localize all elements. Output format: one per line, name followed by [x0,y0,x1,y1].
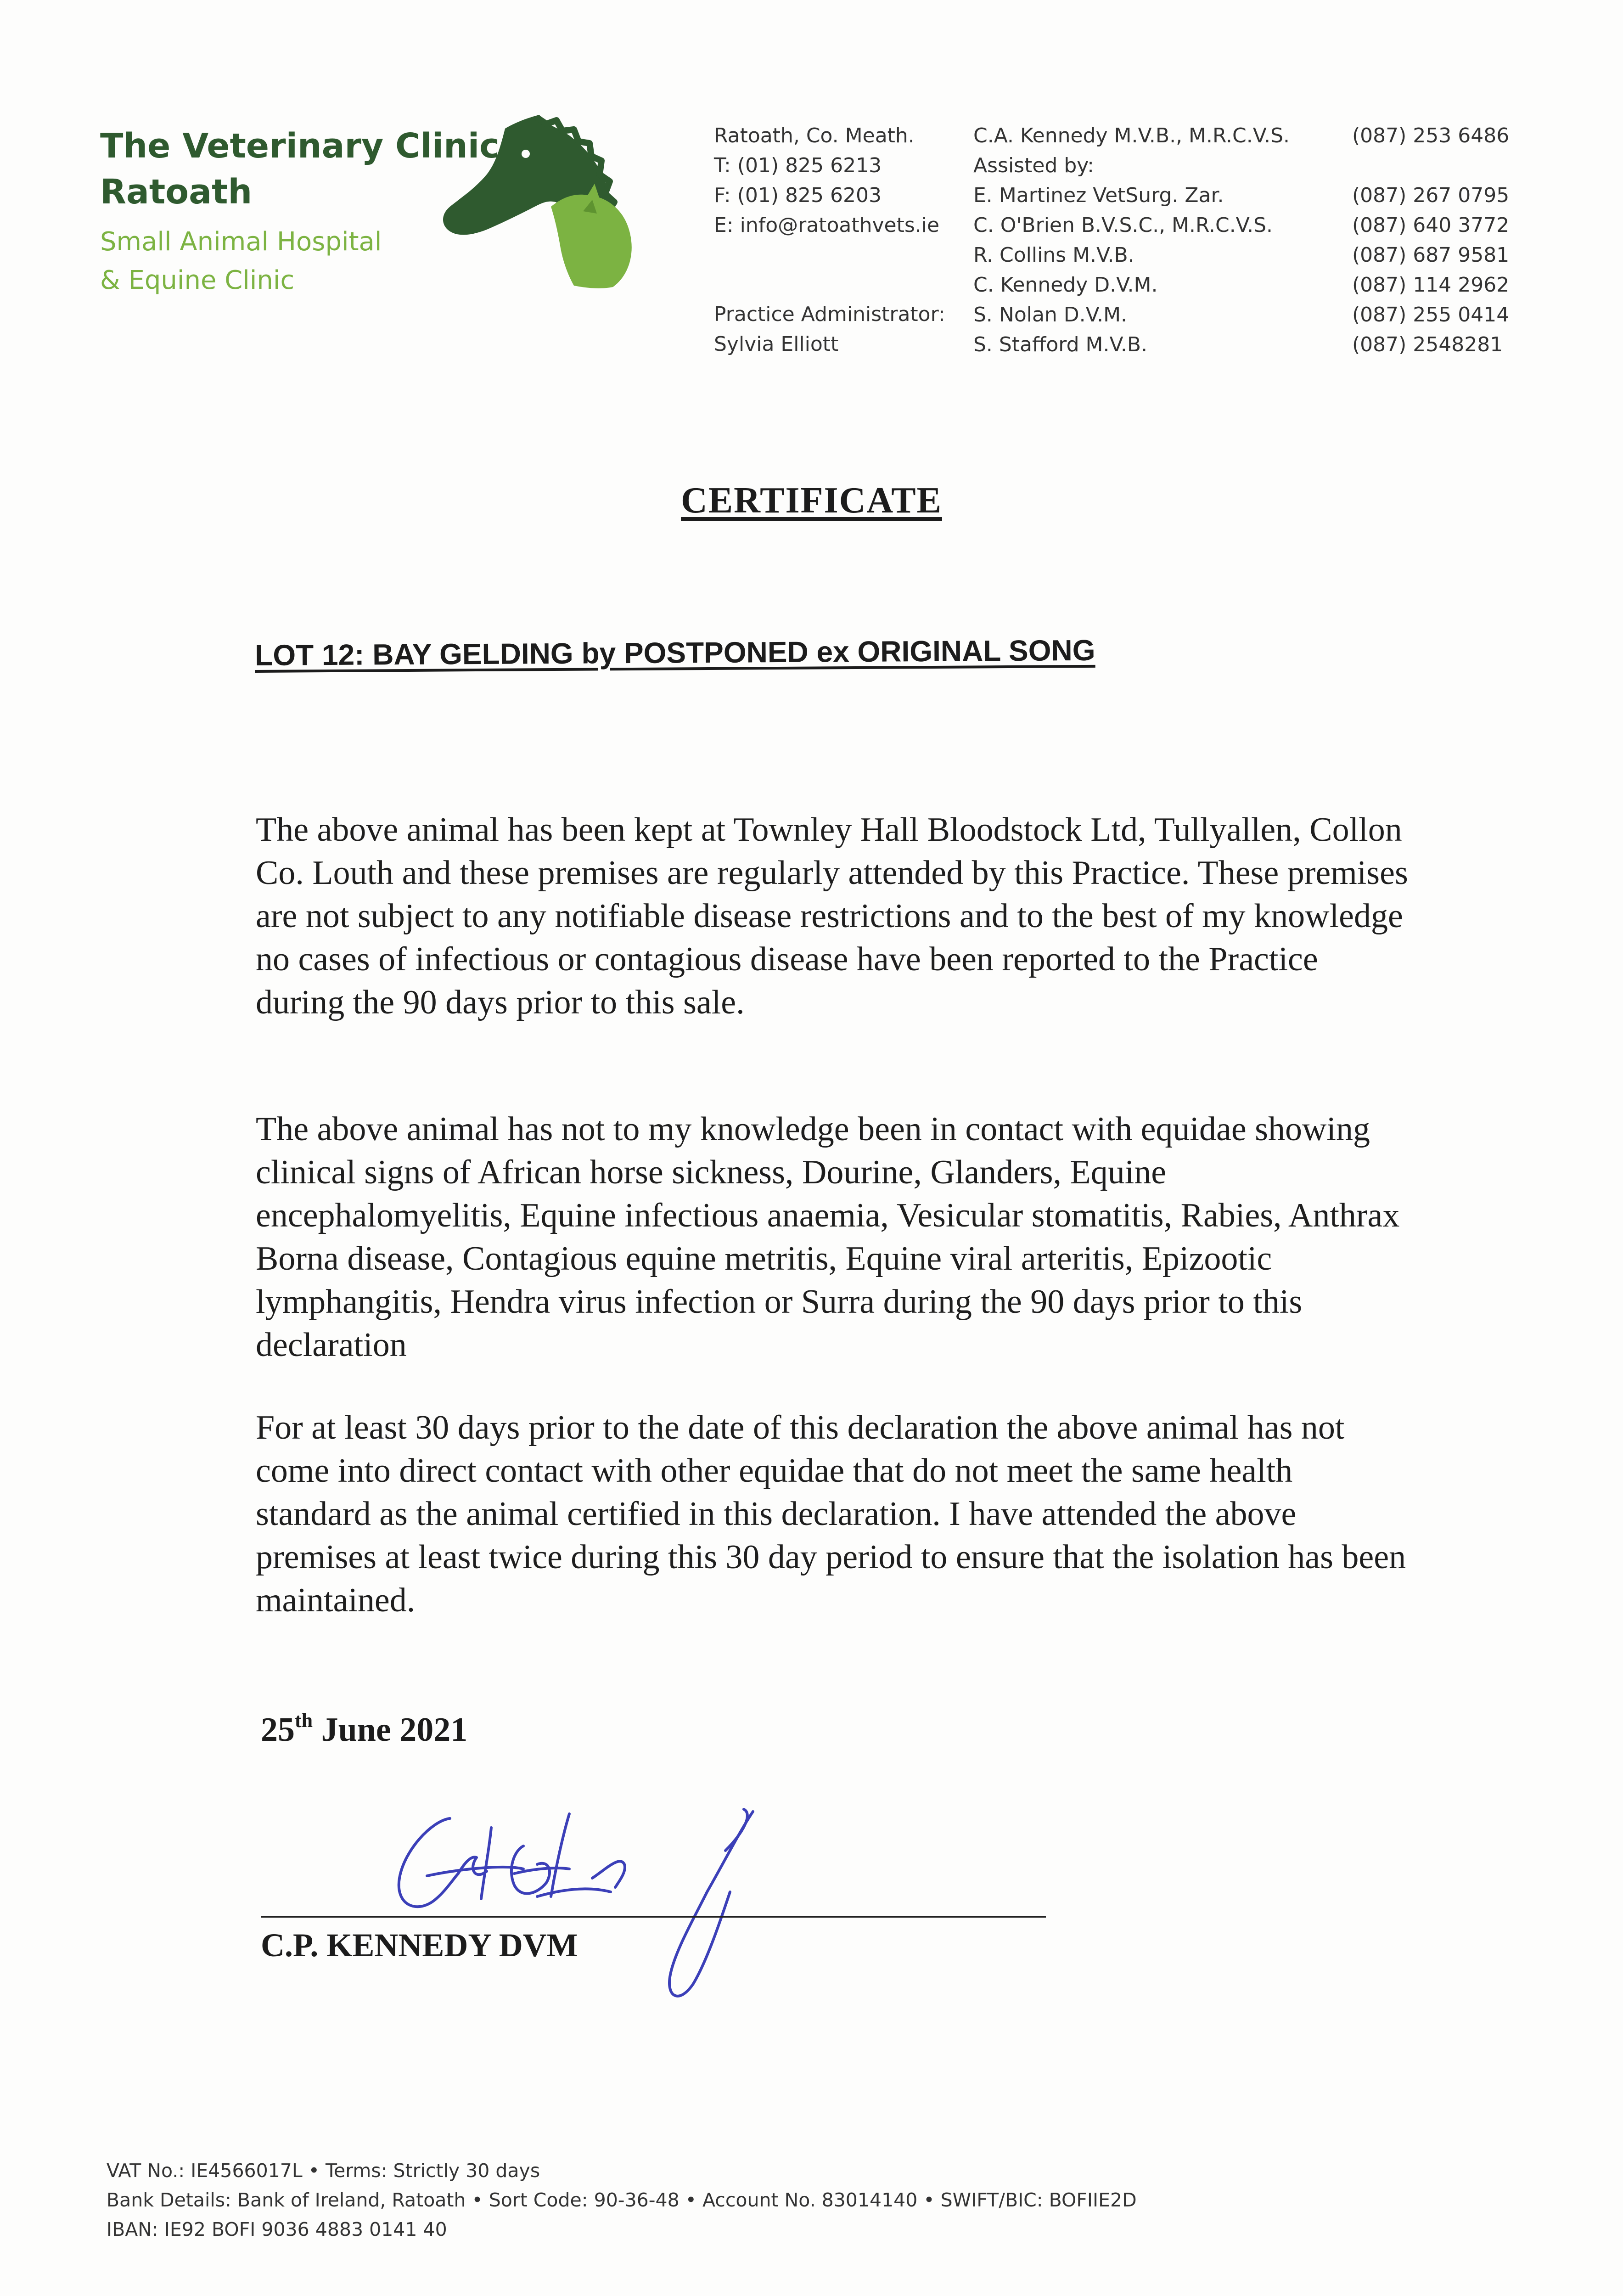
vet-name: S. Nolan D.V.M. [973,303,1128,326]
lot-heading: LOT 12: BAY GELDING by POSTPONED ex ORIGINAL SONG [255,633,1095,672]
clinic-address [714,121,939,240]
footer-vat-terms: VAT No.: IE4566017L • Terms: Strictly 30 days [107,2160,540,2182]
vet-name: C. Kennedy D.V.M. [973,273,1158,297]
date-day: 25 [261,1711,295,1749]
vet-phone: (087) 253 6486 [1352,124,1510,147]
vet-name: C.A. Kennedy M.V.B., M.R.C.V.S. [973,124,1290,147]
date-suffix: th [295,1709,313,1732]
vet-phone: (087) 114 2962 [1352,273,1510,297]
vet-name: E. Martinez VetSurg. Zar. [973,184,1224,207]
vet-name: Assisted by: [973,154,1094,177]
footer-bank-details: Bank Details: Bank of Ireland, Ratoath • Sort Code: 90-36-48 • Account No. 83014140 • SWIFT/BIC: BOFIIE2D [107,2189,1137,2211]
admin-name: Sylvia Elliott [714,332,839,356]
handwritten-signature [376,1800,813,2030]
vet-name: C. O'Brien B.V.S.C., M.R.C.V.S. [973,214,1273,237]
clinic-subtitle [100,223,382,300]
vet-phone [1352,151,1509,180]
address-fax: F: (01) 825 6203 [714,184,882,207]
clinic-name-line1: The Veterinary Clinic [100,126,500,166]
vet-phone: (087) 267 0795 [1352,184,1510,207]
vet-names [973,121,1290,360]
vet-name: S. Stafford M.V.B. [973,333,1148,356]
signature-line [261,1916,1046,1918]
clinic-subtitle-line2: & Equine Clinic [100,265,295,295]
certificate-date [261,1711,467,1750]
vet-phone: (087) 2548281 [1352,333,1503,356]
clinic-subtitle-line1: Small Animal Hospital [100,227,382,257]
address-location: Ratoath, Co. Meath. [714,124,915,147]
vet-phone: (087) 640 3772 [1352,214,1510,237]
vet-phone: (087) 255 0414 [1352,303,1510,326]
signer-name: C.P. KENNEDY DVM [261,1927,578,1964]
footer-iban: IBAN: IE92 BOFI 9036 4883 0141 40 [107,2218,447,2240]
clinic-name-line2: Ratoath [100,172,253,212]
address-email: E: info@ratoathvets.ie [714,214,940,237]
body-paragraph: The above animal has been kept at Townley Hall Bloodstock Ltd, Tullyallen, Collon Co. Louth and these premises are regularly attended by this Practice. These premises are not subject to any notifiable disease restrictions and to the best of my knowledge no cases of infectious or contagious disease have been reported to the Practice during the 90 days prior to this sale. [256,811,1408,1021]
body-paragraph: The above animal has not to my knowledge been in contact with equidae showing clinical signs of African horse sickness, Dourine, Glanders, Equine encephalomyelitis, Equine infectious anaemia, Vesicular stomatitis, Rabies, Anthrax Borna disease, Contagious equine metritis, Equine viral arteritis, Epizootic lymphangitis, Hendra virus infection or Surra during the 90 days prior to this declaration [256,1110,1400,1364]
date-month-year: June 2021 [313,1711,468,1749]
body-paragraph: For at least 30 days prior to the date of this declaration the above animal has not come into direct contact with other equidae that do not meet the same health standard as the animal certified in this declaration. I have attended the above premises at least twice during this 30 day period to ensure that the isolation has been maintained. [256,1409,1406,1619]
certificate-title: CERTIFICATE [681,480,942,521]
vet-phone: (087) 687 9581 [1352,243,1510,267]
practice-administrator [714,299,945,359]
footer [107,2156,1137,2244]
admin-label: Practice Administrator: [714,303,945,326]
vet-name: R. Collins M.V.B. [973,243,1134,267]
vet-phones [1352,121,1509,360]
address-phone: T: (01) 825 6213 [714,154,882,177]
clinic-logo-icon [436,115,652,289]
